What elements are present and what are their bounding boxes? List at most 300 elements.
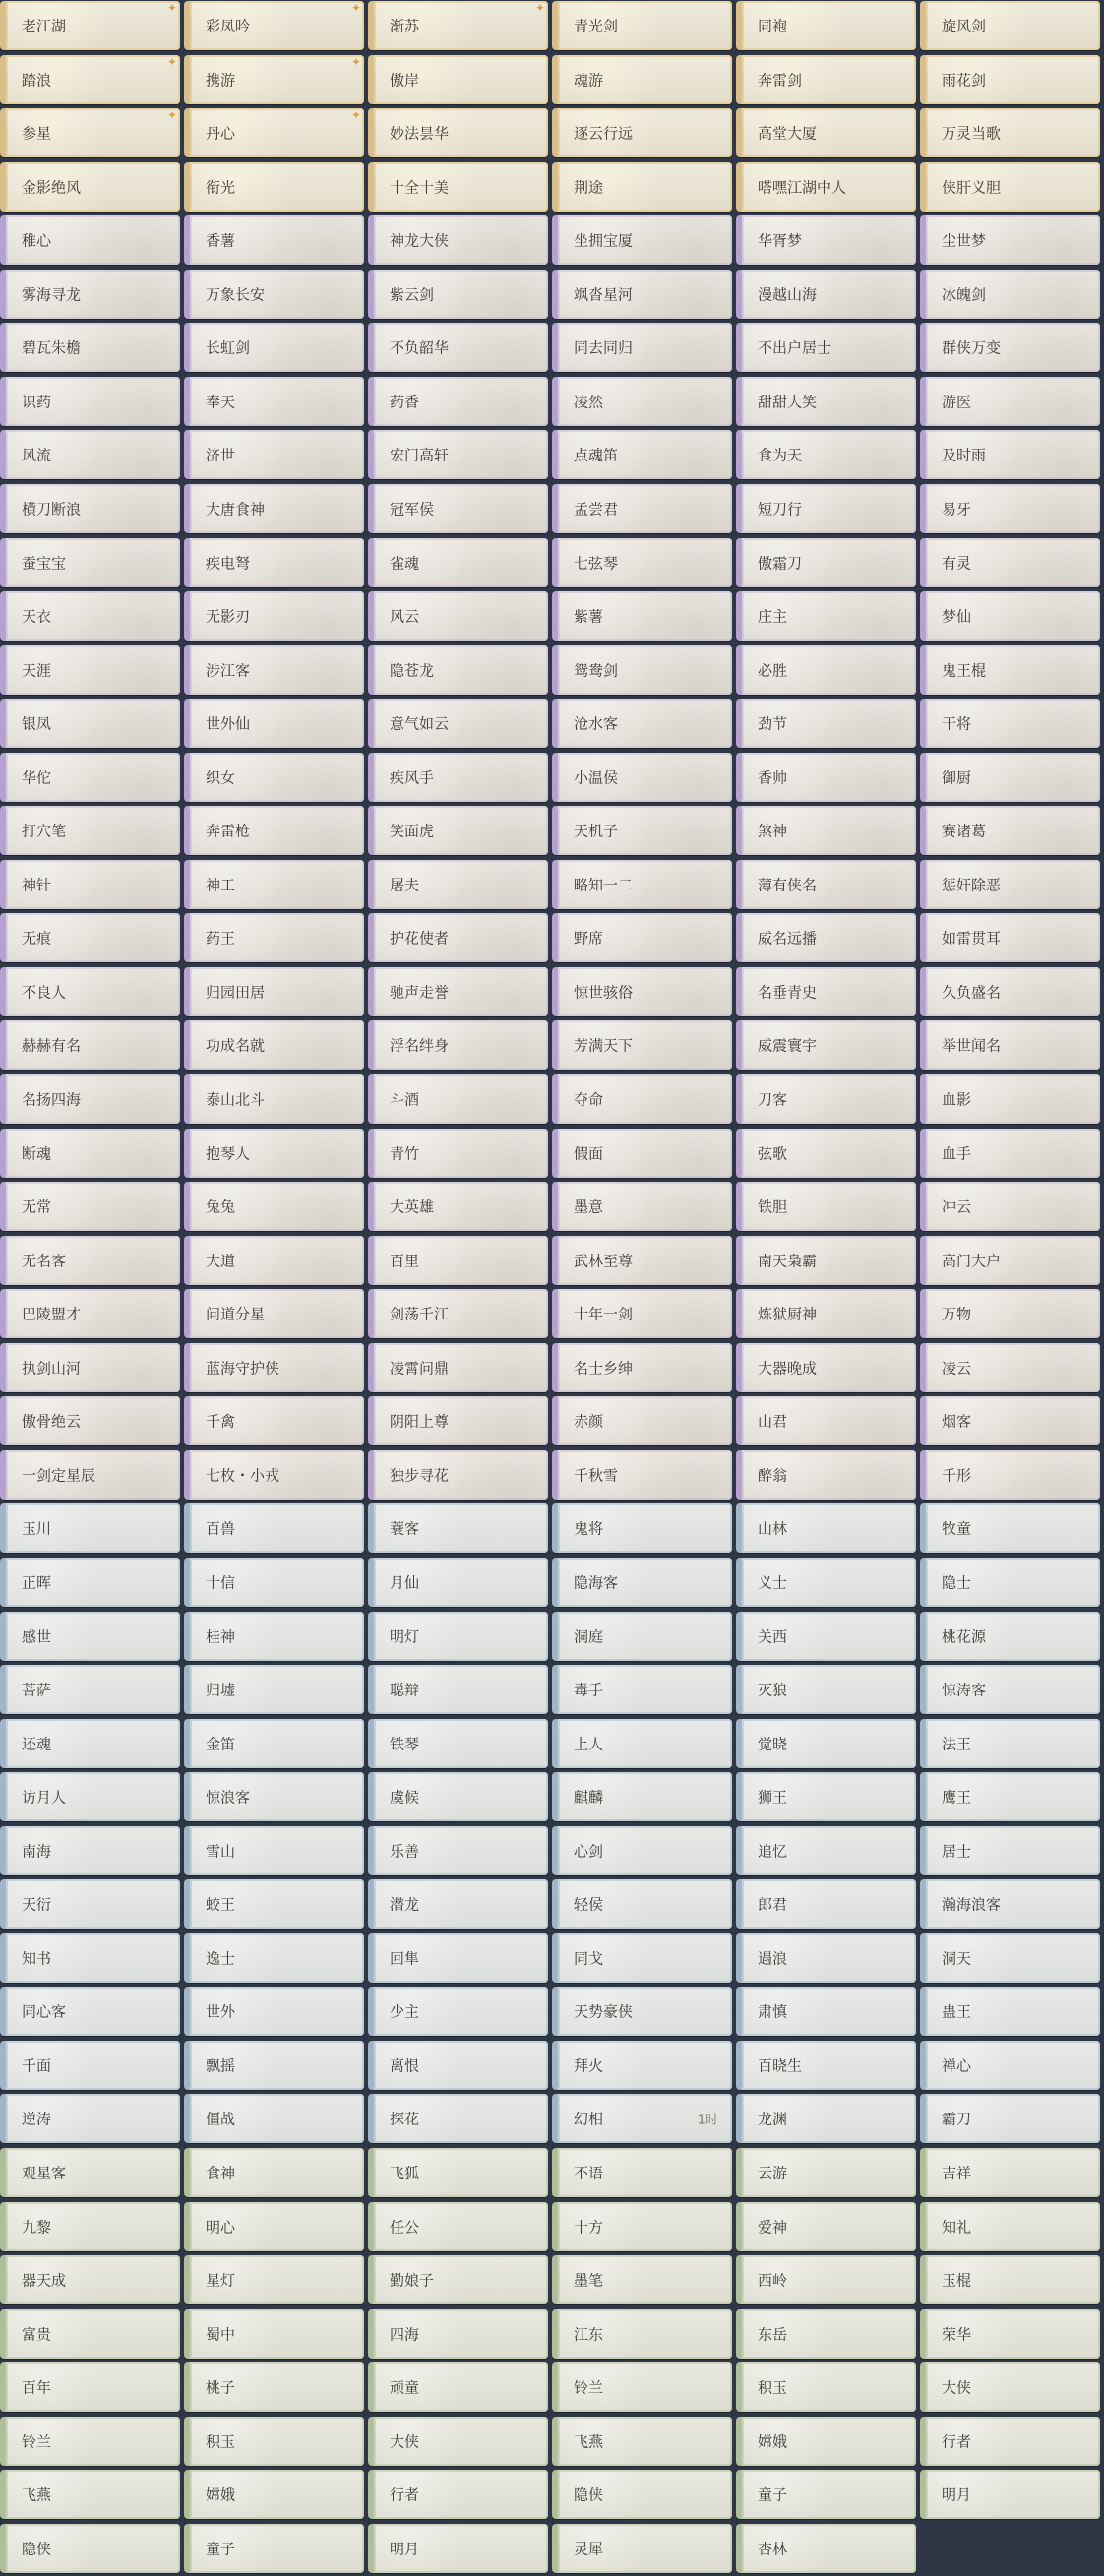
- title-card[interactable]: [920, 377, 1100, 426]
- title-card[interactable]: [552, 2309, 732, 2359]
- title-card[interactable]: [0, 1503, 180, 1553]
- title-card[interactable]: [552, 484, 732, 533]
- title-label: 不语: [574, 2164, 604, 2182]
- title-card[interactable]: [920, 1289, 1100, 1338]
- title-card[interactable]: [552, 1074, 732, 1124]
- title-label: 鹰王: [942, 1788, 972, 1807]
- title-card[interactable]: [184, 1558, 364, 1607]
- title-card[interactable]: [736, 806, 916, 855]
- title-card[interactable]: [0, 1396, 180, 1445]
- title-card[interactable]: [920, 1665, 1100, 1714]
- title-card[interactable]: [736, 1719, 916, 1768]
- title-card[interactable]: [552, 1719, 732, 1768]
- title-card[interactable]: [736, 591, 916, 641]
- title-card[interactable]: [920, 2148, 1100, 2197]
- title-card[interactable]: [736, 538, 916, 587]
- title-card[interactable]: [0, 1236, 180, 1285]
- title-card[interactable]: [184, 55, 364, 104]
- title-card[interactable]: [920, 1879, 1100, 1929]
- title-card[interactable]: [920, 430, 1100, 479]
- title-card[interactable]: [736, 2524, 916, 2573]
- title-card[interactable]: [368, 860, 548, 909]
- title-card[interactable]: [184, 108, 364, 157]
- title-card[interactable]: [0, 1182, 180, 1231]
- title-card[interactable]: [368, 1182, 548, 1231]
- title-card[interactable]: [0, 1450, 180, 1500]
- title-card[interactable]: [552, 430, 732, 479]
- title-card[interactable]: [0, 430, 180, 479]
- title-label: 僵战: [206, 2110, 236, 2128]
- title-card[interactable]: [0, 1879, 180, 1929]
- title-card[interactable]: [920, 2041, 1100, 2090]
- title-card[interactable]: [552, 1020, 732, 1070]
- title-card[interactable]: [920, 1074, 1100, 1124]
- title-label: 孟尝君: [574, 500, 619, 519]
- title-card[interactable]: [368, 1, 548, 50]
- title-card[interactable]: [184, 2362, 364, 2412]
- title-card[interactable]: [0, 591, 180, 641]
- title-card[interactable]: [736, 1236, 916, 1285]
- title-card[interactable]: [0, 1665, 180, 1714]
- title-card[interactable]: [736, 2417, 916, 2466]
- title-card[interactable]: [736, 1933, 916, 1983]
- title-card[interactable]: [552, 2041, 732, 2090]
- title-card[interactable]: [920, 2202, 1100, 2251]
- title-card[interactable]: [920, 1396, 1100, 1445]
- title-card[interactable]: [920, 645, 1100, 695]
- title-card[interactable]: [0, 699, 180, 748]
- title-card[interactable]: [736, 162, 916, 212]
- title-card[interactable]: [736, 2362, 916, 2412]
- title-card[interactable]: [0, 2417, 180, 2466]
- title-card[interactable]: [552, 108, 732, 157]
- title-card[interactable]: [368, 1933, 548, 1983]
- title-card[interactable]: [0, 55, 180, 104]
- title-card[interactable]: [368, 2041, 548, 2090]
- title-card[interactable]: [736, 913, 916, 962]
- title-card[interactable]: [736, 1020, 916, 1070]
- title-card[interactable]: [920, 2255, 1100, 2304]
- title-card[interactable]: [736, 270, 916, 319]
- title-card[interactable]: [920, 1612, 1100, 1661]
- title-card[interactable]: [368, 2309, 548, 2359]
- title-card[interactable]: [736, 55, 916, 104]
- title-card[interactable]: [920, 55, 1100, 104]
- title-card[interactable]: [736, 1772, 916, 1821]
- title-card[interactable]: [368, 1343, 548, 1392]
- title-card[interactable]: [552, 1450, 732, 1500]
- title-card[interactable]: [0, 1558, 180, 1607]
- title-card[interactable]: [920, 270, 1100, 319]
- title-card[interactable]: [0, 2094, 180, 2143]
- title-card[interactable]: [184, 1, 364, 50]
- title-card[interactable]: [552, 215, 732, 265]
- title-card[interactable]: [0, 1987, 180, 2036]
- title-card[interactable]: [184, 1396, 364, 1445]
- title-card[interactable]: [920, 1129, 1100, 1178]
- title-card[interactable]: [184, 2524, 364, 2573]
- title-card[interactable]: [920, 591, 1100, 641]
- title-card[interactable]: [0, 323, 180, 372]
- title-card[interactable]: [920, 2094, 1100, 2143]
- title-card[interactable]: [0, 2202, 180, 2251]
- title-card[interactable]: [736, 323, 916, 372]
- title-card[interactable]: [184, 1772, 364, 1821]
- title-card[interactable]: [552, 1558, 732, 1607]
- title-card[interactable]: [552, 806, 732, 855]
- title-card[interactable]: [184, 1665, 364, 1714]
- title-label: 断魂: [22, 1144, 52, 1163]
- title-card[interactable]: [0, 108, 180, 157]
- title-card[interactable]: [552, 753, 732, 802]
- title-card[interactable]: [920, 753, 1100, 802]
- title-card[interactable]: [552, 699, 732, 748]
- title-card[interactable]: [736, 1558, 916, 1607]
- title-card[interactable]: [368, 2470, 548, 2519]
- title-card[interactable]: [552, 1987, 732, 2036]
- title-card[interactable]: [184, 2094, 364, 2143]
- title-card[interactable]: [552, 162, 732, 212]
- title-card[interactable]: [184, 1182, 364, 1231]
- title-card[interactable]: [0, 538, 180, 587]
- title-card[interactable]: [184, 2041, 364, 2090]
- title-card[interactable]: [920, 108, 1100, 157]
- title-card[interactable]: [184, 2148, 364, 2197]
- title-card[interactable]: [368, 1987, 548, 2036]
- title-card[interactable]: [184, 162, 364, 212]
- title-card[interactable]: [0, 484, 180, 533]
- title-card[interactable]: [184, 1612, 364, 1661]
- title-card[interactable]: [552, 538, 732, 587]
- title-label: 潜龙: [390, 1895, 420, 1914]
- title-label: 神针: [22, 876, 52, 894]
- title-card[interactable]: [920, 1933, 1100, 1983]
- title-card[interactable]: [736, 1612, 916, 1661]
- title-card[interactable]: [184, 1879, 364, 1929]
- title-card[interactable]: [368, 323, 548, 372]
- title-card[interactable]: [920, 162, 1100, 212]
- title-card[interactable]: [0, 1719, 180, 1768]
- title-card[interactable]: [0, 2470, 180, 2519]
- title-card[interactable]: [736, 484, 916, 533]
- title-card[interactable]: [0, 1074, 180, 1124]
- title-card[interactable]: [552, 2094, 732, 2143]
- title-card[interactable]: [552, 1665, 732, 1714]
- title-card[interactable]: [368, 806, 548, 855]
- title-card[interactable]: [0, 2524, 180, 2573]
- title-card[interactable]: [552, 377, 732, 426]
- title-card[interactable]: [736, 860, 916, 909]
- title-card[interactable]: [736, 2041, 916, 2090]
- title-card[interactable]: [368, 967, 548, 1016]
- title-card[interactable]: [920, 215, 1100, 265]
- title-card[interactable]: [368, 377, 548, 426]
- title-card[interactable]: [184, 699, 364, 748]
- title-card[interactable]: [920, 2470, 1100, 2519]
- title-card[interactable]: [920, 2417, 1100, 2466]
- title-card[interactable]: [0, 2041, 180, 2090]
- title-card[interactable]: [736, 1879, 916, 1929]
- title-card[interactable]: [184, 1020, 364, 1070]
- title-card[interactable]: [552, 967, 732, 1016]
- title-label: 云游: [758, 2164, 788, 2182]
- title-card[interactable]: [368, 1558, 548, 1607]
- title-card[interactable]: [552, 645, 732, 695]
- title-card[interactable]: [184, 1826, 364, 1875]
- title-card[interactable]: [920, 1558, 1100, 1607]
- title-card[interactable]: [368, 753, 548, 802]
- title-label: 必胜: [758, 661, 788, 680]
- title-card[interactable]: [920, 1236, 1100, 1285]
- title-card[interactable]: [0, 1772, 180, 1821]
- title-card[interactable]: [736, 1, 916, 50]
- title-card[interactable]: [368, 270, 548, 319]
- title-card[interactable]: [184, 538, 364, 587]
- title-card[interactable]: [736, 1343, 916, 1392]
- title-card[interactable]: [184, 2417, 364, 2466]
- title-card[interactable]: [368, 1665, 548, 1714]
- title-card[interactable]: [184, 1343, 364, 1392]
- title-card[interactable]: [736, 1665, 916, 1714]
- title-card[interactable]: [736, 430, 916, 479]
- title-card[interactable]: [736, 1503, 916, 1553]
- title-card[interactable]: [552, 323, 732, 372]
- title-card[interactable]: [368, 215, 548, 265]
- title-card[interactable]: [736, 753, 916, 802]
- title-card[interactable]: [368, 430, 548, 479]
- title-card[interactable]: [368, 1129, 548, 1178]
- title-card[interactable]: [736, 2202, 916, 2251]
- title-card[interactable]: [552, 860, 732, 909]
- title-card[interactable]: [368, 55, 548, 104]
- title-card[interactable]: [0, 913, 180, 962]
- title-card[interactable]: [184, 430, 364, 479]
- title-card[interactable]: [920, 323, 1100, 372]
- title-card[interactable]: [920, 1503, 1100, 1553]
- title-card[interactable]: [736, 1074, 916, 1124]
- title-label: 逸士: [206, 1949, 236, 1968]
- title-card[interactable]: [368, 699, 548, 748]
- title-card[interactable]: [368, 1236, 548, 1285]
- title-card[interactable]: [0, 645, 180, 695]
- title-card[interactable]: [736, 2255, 916, 2304]
- title-card[interactable]: [0, 2148, 180, 2197]
- title-card[interactable]: [368, 1612, 548, 1661]
- title-card[interactable]: [920, 1826, 1100, 1875]
- title-card[interactable]: [184, 2255, 364, 2304]
- title-card[interactable]: [552, 270, 732, 319]
- title-card[interactable]: [368, 1772, 548, 1821]
- title-card[interactable]: [184, 967, 364, 1016]
- title-card[interactable]: [368, 1719, 548, 1768]
- title-card[interactable]: [0, 270, 180, 319]
- title-card[interactable]: [184, 323, 364, 372]
- title-card[interactable]: [184, 215, 364, 265]
- title-card[interactable]: [368, 1450, 548, 1500]
- title-card[interactable]: [0, 2309, 180, 2359]
- title-card[interactable]: [0, 162, 180, 212]
- title-card[interactable]: [368, 108, 548, 157]
- title-card[interactable]: [184, 591, 364, 641]
- title-card[interactable]: [920, 1987, 1100, 2036]
- title-card[interactable]: [184, 1129, 364, 1178]
- title-card[interactable]: [368, 538, 548, 587]
- title-card[interactable]: [184, 2202, 364, 2251]
- title-card[interactable]: [368, 1879, 548, 1929]
- title-card[interactable]: [0, 1, 180, 50]
- title-card[interactable]: [552, 2148, 732, 2197]
- title-card[interactable]: [736, 1289, 916, 1338]
- title-card[interactable]: [920, 2309, 1100, 2359]
- title-card[interactable]: [736, 108, 916, 157]
- title-card[interactable]: [736, 1826, 916, 1875]
- title-card[interactable]: [552, 1129, 732, 1178]
- title-card[interactable]: [920, 967, 1100, 1016]
- title-card[interactable]: [0, 1020, 180, 1070]
- title-card[interactable]: [184, 270, 364, 319]
- title-card[interactable]: [368, 1826, 548, 1875]
- title-card[interactable]: [184, 1289, 364, 1338]
- title-card[interactable]: [368, 2417, 548, 2466]
- title-card[interactable]: [552, 1503, 732, 1553]
- title-card[interactable]: [552, 1236, 732, 1285]
- title-card[interactable]: [0, 1612, 180, 1661]
- title-card[interactable]: [368, 2362, 548, 2412]
- title-card[interactable]: [920, 1343, 1100, 1392]
- title-card[interactable]: [0, 1289, 180, 1338]
- title-card[interactable]: [552, 1396, 732, 1445]
- title-card[interactable]: [552, 1343, 732, 1392]
- title-card[interactable]: [552, 1772, 732, 1821]
- title-card[interactable]: [368, 1503, 548, 1553]
- title-card[interactable]: [368, 913, 548, 962]
- title-label: 赛诸葛: [942, 822, 987, 840]
- title-card[interactable]: [552, 55, 732, 104]
- title-card[interactable]: [184, 1719, 364, 1768]
- title-card[interactable]: [736, 2309, 916, 2359]
- title-card[interactable]: [736, 1450, 916, 1500]
- title-card[interactable]: [0, 1343, 180, 1392]
- title-card[interactable]: [920, 699, 1100, 748]
- title-card[interactable]: [552, 1879, 732, 1929]
- title-card[interactable]: [0, 753, 180, 802]
- title-card[interactable]: [920, 1719, 1100, 1768]
- title-card[interactable]: [920, 1772, 1100, 1821]
- title-card[interactable]: [368, 1289, 548, 1338]
- title-card[interactable]: [736, 215, 916, 265]
- title-card[interactable]: [920, 484, 1100, 533]
- title-card[interactable]: [552, 2255, 732, 2304]
- title-card[interactable]: [0, 806, 180, 855]
- title-card[interactable]: [0, 377, 180, 426]
- title-card[interactable]: [368, 162, 548, 212]
- title-card[interactable]: [736, 377, 916, 426]
- title-card[interactable]: [184, 806, 364, 855]
- title-card[interactable]: [552, 2524, 732, 2573]
- title-card[interactable]: [552, 2417, 732, 2466]
- title-card[interactable]: [184, 2309, 364, 2359]
- title-card[interactable]: [552, 591, 732, 641]
- title-card[interactable]: [920, 2362, 1100, 2412]
- title-card[interactable]: [552, 913, 732, 962]
- title-card[interactable]: [184, 2470, 364, 2519]
- title-card[interactable]: [920, 1450, 1100, 1500]
- title-card[interactable]: [736, 967, 916, 1016]
- title-card[interactable]: [552, 2470, 732, 2519]
- title-card[interactable]: [184, 753, 364, 802]
- title-card[interactable]: [0, 1129, 180, 1178]
- title-card[interactable]: [184, 1074, 364, 1124]
- title-label: 庄主: [758, 607, 788, 626]
- title-card[interactable]: [920, 1182, 1100, 1231]
- title-card[interactable]: [920, 1020, 1100, 1070]
- title-card[interactable]: [368, 2148, 548, 2197]
- title-card[interactable]: [184, 484, 364, 533]
- title-card[interactable]: [368, 591, 548, 641]
- title-card[interactable]: [184, 860, 364, 909]
- title-card[interactable]: [184, 1236, 364, 1285]
- title-card[interactable]: [0, 215, 180, 265]
- title-card[interactable]: [736, 1396, 916, 1445]
- title-card[interactable]: [368, 1396, 548, 1445]
- title-card[interactable]: [368, 484, 548, 533]
- title-card[interactable]: [736, 2148, 916, 2197]
- title-card[interactable]: [552, 1, 732, 50]
- title-card[interactable]: [0, 2255, 180, 2304]
- title-card[interactable]: [736, 699, 916, 748]
- title-card[interactable]: [736, 645, 916, 695]
- title-card[interactable]: [368, 2202, 548, 2251]
- title-card[interactable]: [184, 1933, 364, 1983]
- title-card[interactable]: [184, 1987, 364, 2036]
- title-card[interactable]: [920, 806, 1100, 855]
- title-card[interactable]: [368, 2094, 548, 2143]
- title-card[interactable]: [0, 1826, 180, 1875]
- title-card[interactable]: [736, 1182, 916, 1231]
- title-card[interactable]: [0, 1933, 180, 1983]
- title-card[interactable]: [552, 1182, 732, 1231]
- title-card[interactable]: [736, 2470, 916, 2519]
- title-card[interactable]: [368, 1074, 548, 1124]
- title-card[interactable]: [0, 860, 180, 909]
- title-card[interactable]: [368, 645, 548, 695]
- title-card[interactable]: [736, 1129, 916, 1178]
- title-card[interactable]: [920, 913, 1100, 962]
- title-card[interactable]: [184, 377, 364, 426]
- title-card[interactable]: [0, 967, 180, 1016]
- title-card[interactable]: [368, 1020, 548, 1070]
- title-card[interactable]: [184, 913, 364, 962]
- title-card[interactable]: [0, 2362, 180, 2412]
- title-card[interactable]: [736, 2094, 916, 2143]
- title-card[interactable]: [552, 2202, 732, 2251]
- title-card[interactable]: [920, 860, 1100, 909]
- title-card[interactable]: [184, 1503, 364, 1553]
- title-card[interactable]: [552, 1826, 732, 1875]
- title-card[interactable]: [552, 1289, 732, 1338]
- title-card[interactable]: [552, 1933, 732, 1983]
- title-card[interactable]: [920, 538, 1100, 587]
- title-card[interactable]: [368, 2524, 548, 2573]
- title-card[interactable]: [736, 1987, 916, 2036]
- title-card[interactable]: [552, 2362, 732, 2412]
- title-card[interactable]: [552, 1612, 732, 1661]
- title-card[interactable]: [184, 645, 364, 695]
- title-card[interactable]: [368, 2255, 548, 2304]
- title-card[interactable]: [920, 1, 1100, 50]
- title-card[interactable]: [184, 1450, 364, 1500]
- title-label: 墨笔: [574, 2271, 604, 2290]
